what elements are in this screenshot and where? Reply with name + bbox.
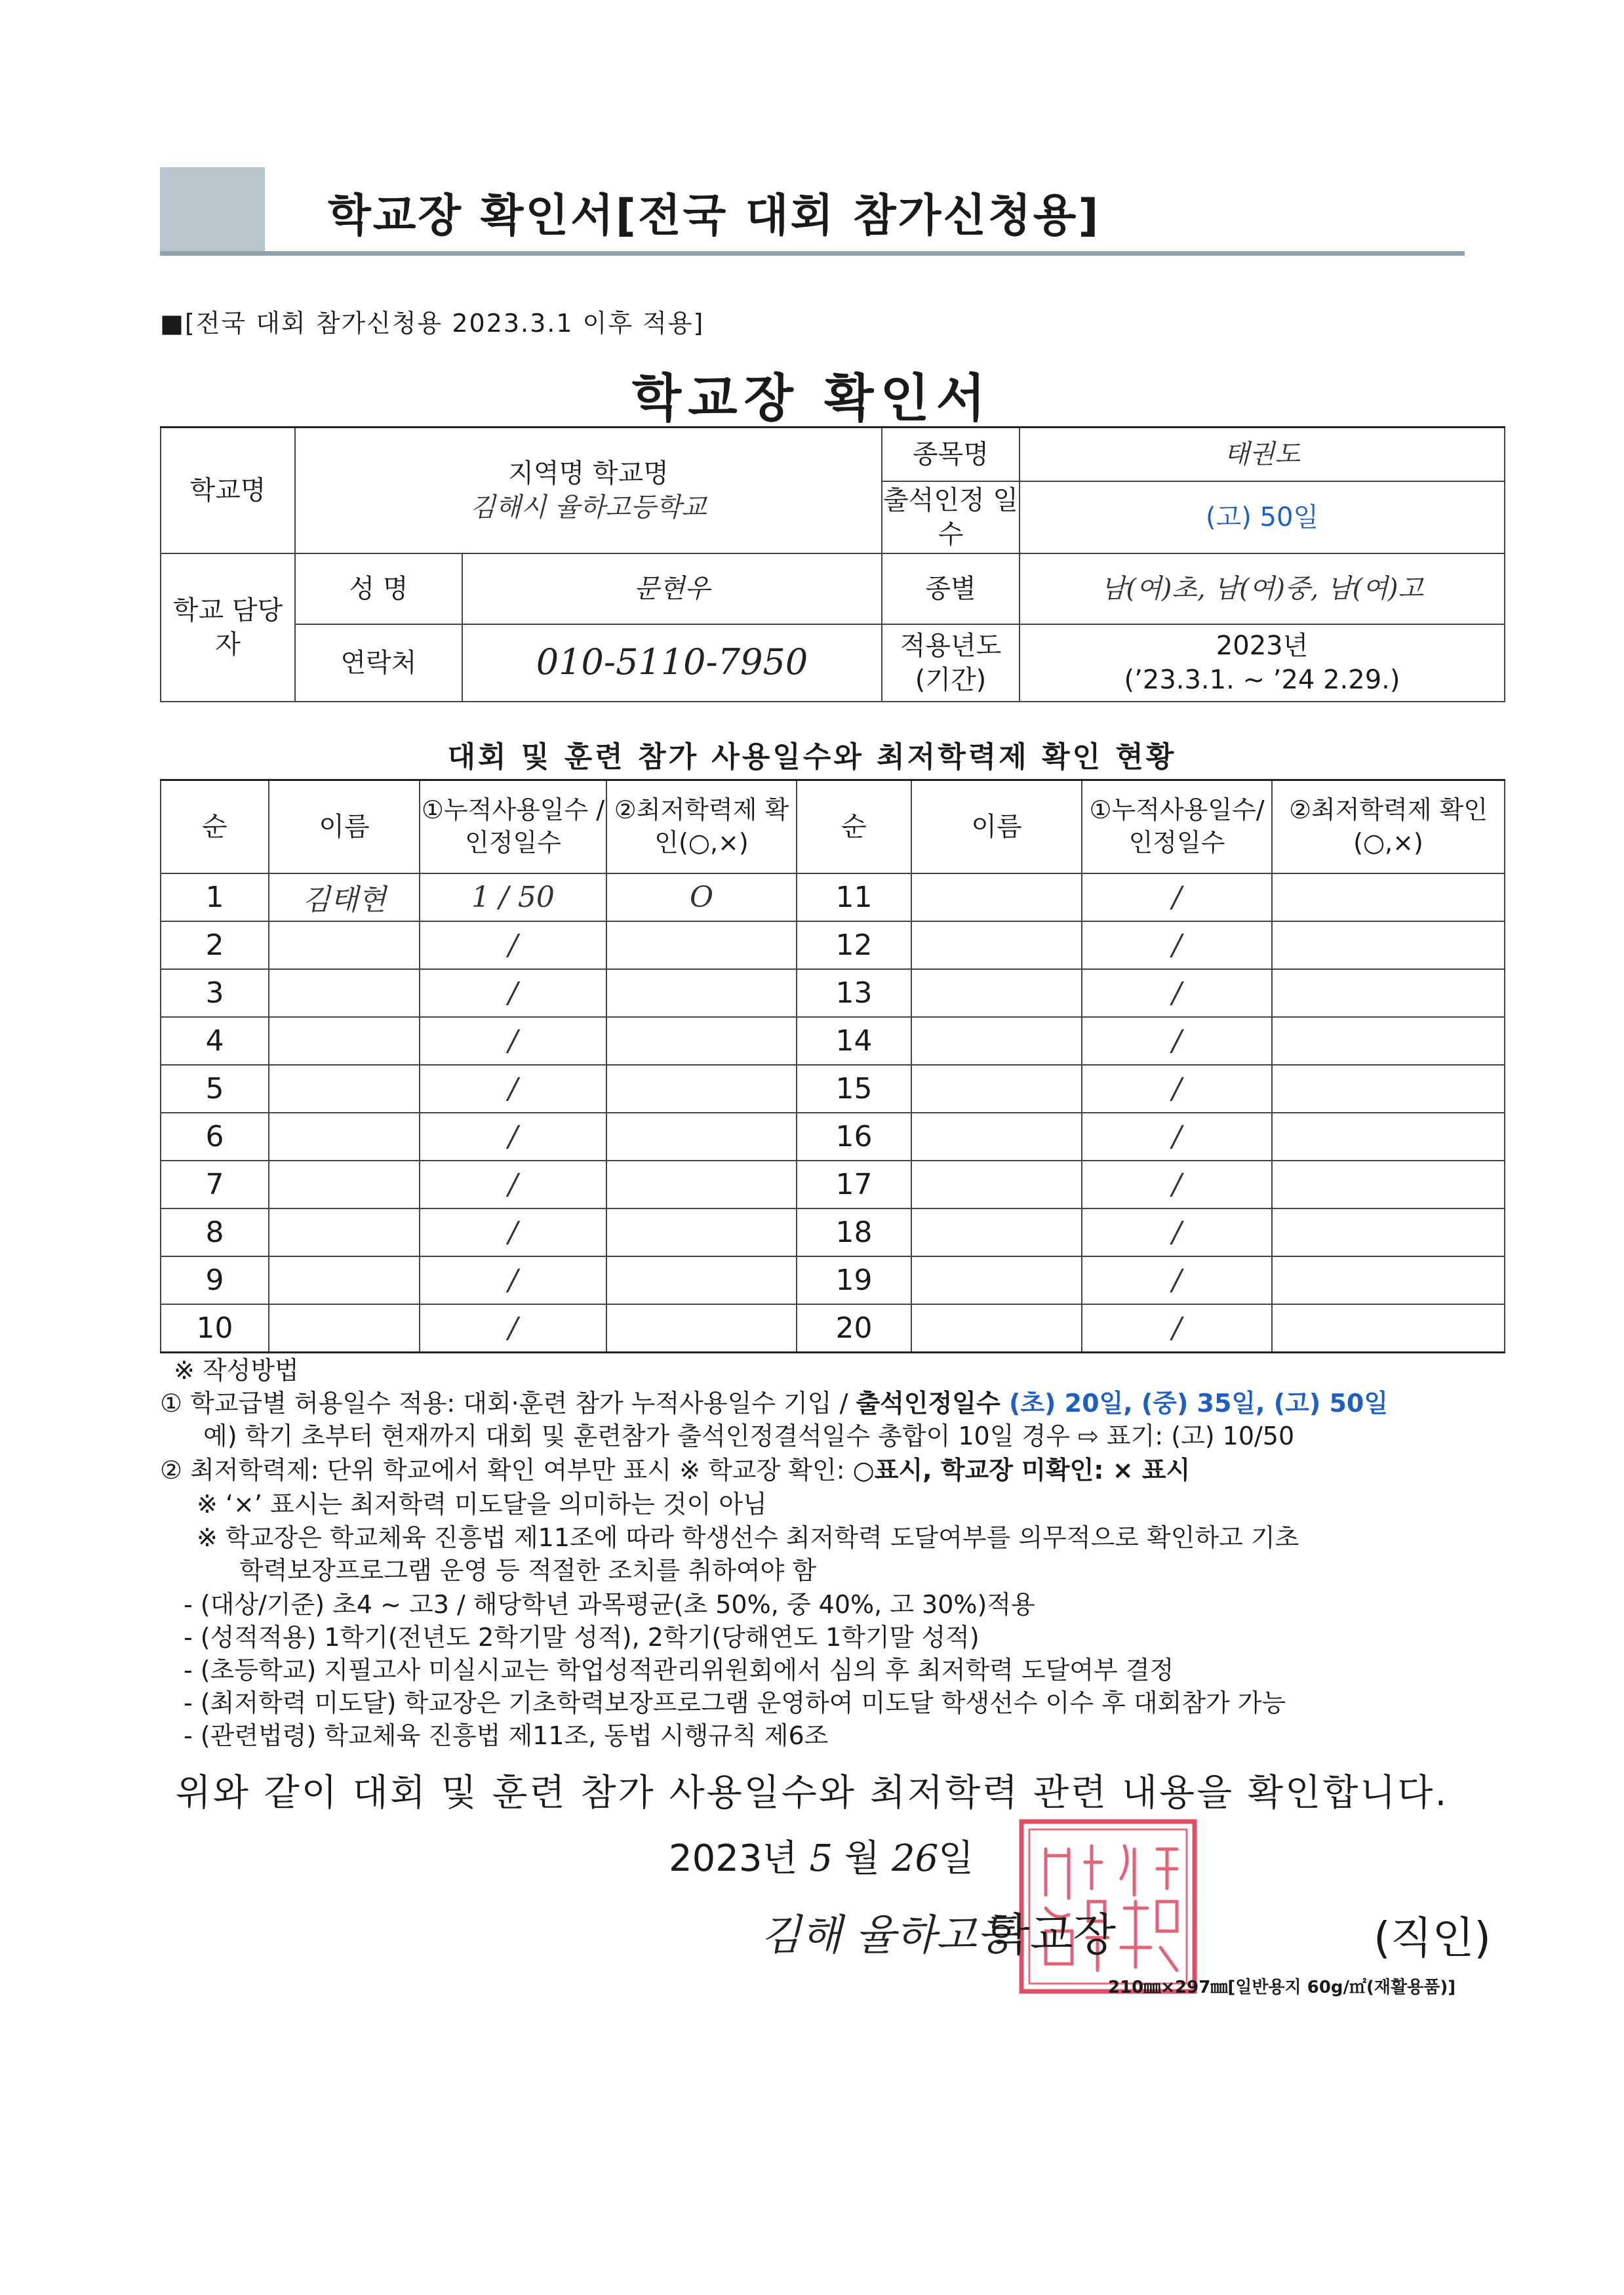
row-academic-check xyxy=(1272,1208,1505,1256)
instruction-example: 예) 학기 초부터 현재까지 대회 및 훈련참가 출석인정결석일수 총합이 10일 경우 ⇨ 표기: (고) 10/50 xyxy=(203,1422,1295,1450)
date-month-unit: 월 xyxy=(844,1837,880,1880)
name-value: 문현우 xyxy=(462,553,882,624)
row-days: / xyxy=(420,1304,606,1353)
row-number: 13 xyxy=(797,969,911,1017)
name-label: 성 명 xyxy=(295,553,462,624)
category-value: 남(여)초, 남(여)중, 남(여)고 xyxy=(1020,553,1505,624)
row-number: 5 xyxy=(161,1065,269,1113)
col-no: 순 xyxy=(161,780,269,873)
confirm-statement: 위와 같이 대회 및 훈련 참가 사용일수와 최저학력 관련 내용을 확인합니다. xyxy=(175,1772,1449,1814)
table-row xyxy=(161,1065,1505,1113)
row-name xyxy=(269,921,420,969)
detail-5: - (관련법령) 학교체육 진흥법 제11조, 동법 시행규칙 제6조 xyxy=(184,1721,829,1750)
row-academic-check xyxy=(606,1065,797,1113)
table-row xyxy=(161,1017,1505,1065)
period-range: (’23.3.1. ~ ’24 2.29.) xyxy=(1124,664,1400,695)
banner-title: 학교장 확인서[전국 대회 참가신청용] xyxy=(328,190,1101,242)
instruction-2-bold: ○표시, 학교장 미확인: × 표시 xyxy=(852,1456,1191,1485)
row-name xyxy=(269,1113,420,1161)
col-days: ①누적사용일수 /인정일수 xyxy=(420,780,606,873)
row-name xyxy=(269,1017,420,1065)
row-number: 11 xyxy=(797,873,911,921)
row-days: / xyxy=(420,969,606,1017)
contact-value: 010-5110-7950 xyxy=(462,624,882,702)
row-days: 1 / 50 xyxy=(420,873,606,921)
row-number: 1 xyxy=(161,873,269,921)
row-number: 7 xyxy=(161,1161,269,1208)
row-number: 15 xyxy=(797,1065,911,1113)
row-days: / xyxy=(420,1017,606,1065)
instruction-item-1 xyxy=(160,1389,1388,1419)
row-name xyxy=(911,1017,1082,1065)
period-year: 2023년 xyxy=(1216,630,1309,661)
row-academic-check xyxy=(606,1208,797,1256)
row-academic-check xyxy=(606,969,797,1017)
row-days: / xyxy=(1082,1113,1272,1161)
contact-label: 연락처 xyxy=(295,624,462,702)
principal-label: 학교장 xyxy=(987,1909,1117,1961)
row-days: / xyxy=(420,1208,606,1256)
detail-3: - (초등학교) 지필고사 미실시교는 학업성적관리위원회에서 심의 후 최저학력 도달여부 결정 xyxy=(184,1656,1174,1685)
period-cell xyxy=(1020,624,1505,702)
row-academic-check xyxy=(606,1017,797,1065)
note-2a: ※ 학교장은 학교체육 진흥법 제11조에 따라 학생선수 최저학력 도달여부를 의무적으로 확인하고 기초 xyxy=(197,1523,1299,1552)
row-days: / xyxy=(420,1161,606,1208)
row-name: 김태현 xyxy=(269,873,420,921)
row-name xyxy=(269,1304,420,1353)
row-number: 4 xyxy=(161,1017,269,1065)
row-academic-check xyxy=(1272,873,1505,921)
col-academic-right: ②최저학력제 확인(○,×) xyxy=(1272,780,1505,873)
instruction-1-text: ① 학교급별 허용일수 적용: 대회·훈련 참가 누적사용일수 기입 / xyxy=(160,1389,856,1418)
row-number: 18 xyxy=(797,1208,911,1256)
row-academic-check xyxy=(1272,1065,1505,1113)
note-2b: 학력보장프로그램 운영 등 적절한 조치를 취하여야 함 xyxy=(239,1556,817,1585)
row-days: / xyxy=(420,1113,606,1161)
row-name xyxy=(911,921,1082,969)
instruction-1-blue: (초) 20일, (중) 35일, (고) 50일 xyxy=(1008,1389,1389,1418)
info-table xyxy=(160,426,1505,702)
row-number: 20 xyxy=(797,1304,911,1353)
row-name xyxy=(269,969,420,1017)
row-name xyxy=(911,1304,1082,1353)
row-days: / xyxy=(420,921,606,969)
row-days: / xyxy=(1082,1256,1272,1304)
row-name xyxy=(911,1256,1082,1304)
row-name xyxy=(911,1113,1082,1161)
row-number: 16 xyxy=(797,1113,911,1161)
table-row xyxy=(161,921,1505,969)
school-label: 학교명 xyxy=(161,428,295,553)
paper-spec: 210㎜×297㎜[일반용지 60g/㎡(재활용품)] xyxy=(1108,1978,1456,1997)
attendance-value: (고) 50일 xyxy=(1020,481,1505,553)
row-days: / xyxy=(420,1065,606,1113)
row-name xyxy=(911,969,1082,1017)
row-name xyxy=(911,1065,1082,1113)
period-label: 적용년도 (기간) xyxy=(882,624,1020,702)
header-accent-block xyxy=(160,167,265,252)
row-number: 8 xyxy=(161,1208,269,1256)
row-name xyxy=(911,1208,1082,1256)
instructions-heading: ※ 작성방법 xyxy=(174,1356,299,1385)
attendance-label: 출석인정 일수 xyxy=(882,481,1020,553)
sport-value: 태권도 xyxy=(1020,428,1505,481)
table-row xyxy=(161,969,1505,1017)
table-row xyxy=(161,1304,1505,1353)
row-academic-check xyxy=(1272,1304,1505,1353)
row-days: / xyxy=(420,1256,606,1304)
row-name xyxy=(269,1161,420,1208)
status-table xyxy=(160,779,1505,1353)
row-days: / xyxy=(1082,969,1272,1017)
row-days: / xyxy=(1082,1304,1272,1353)
instruction-2-text: ② 최저학력제: 단위 학교에서 확인 여부만 표시 ※ 학교장 확인: xyxy=(160,1456,853,1485)
section-title: 대회 및 훈련 참가 사용일수와 최저학력제 확인 현황 xyxy=(447,740,1177,774)
col-academic: ②최저학력제 확인(○,×) xyxy=(606,780,797,873)
row-name xyxy=(269,1065,420,1113)
table-row xyxy=(161,1161,1505,1208)
row-days: / xyxy=(1082,873,1272,921)
row-number: 6 xyxy=(161,1113,269,1161)
detail-2: - (성적적용) 1학기(전년도 2학기말 성적), 2학기(당해연도 1학기말 성적) xyxy=(184,1623,980,1652)
category-label: 종별 xyxy=(882,553,1020,624)
col-name-right: 이름 xyxy=(911,780,1082,873)
row-academic-check xyxy=(1272,921,1505,969)
row-days: / xyxy=(1082,1208,1272,1256)
date-day: 26 xyxy=(891,1837,939,1880)
row-academic-check xyxy=(606,1161,797,1208)
row-number: 14 xyxy=(797,1017,911,1065)
school-value: 김해시 율하고등학교 xyxy=(470,492,707,523)
doc-title: 학교장 확인서 xyxy=(631,369,993,428)
row-number: 12 xyxy=(797,921,911,969)
row-name xyxy=(269,1208,420,1256)
row-number: 17 xyxy=(797,1161,911,1208)
row-days: / xyxy=(1082,1017,1272,1065)
col-days-right: ①누적사용일수/ 인정일수 xyxy=(1082,780,1272,873)
detail-1: - (대상/기준) 초4 ~ 고3 / 해당학년 과목평균(초 50%, 중 40%, 고 30%)적용 xyxy=(184,1590,1035,1619)
row-days: / xyxy=(1082,1161,1272,1208)
col-name: 이름 xyxy=(269,780,420,873)
date-day-unit: 일 xyxy=(938,1837,974,1880)
row-days: / xyxy=(1082,1065,1272,1113)
row-number: 19 xyxy=(797,1256,911,1304)
row-academic-check xyxy=(1272,969,1505,1017)
instruction-item-2 xyxy=(160,1456,1190,1486)
row-academic-check xyxy=(1272,1017,1505,1065)
row-days: / xyxy=(1082,921,1272,969)
region-school-header: 지역명 학교명 xyxy=(508,458,669,489)
date-line xyxy=(669,1829,974,1882)
row-academic-check xyxy=(606,1113,797,1161)
school-cell xyxy=(295,428,882,553)
detail-4: - (최저학력 미도달) 학교장은 기초학력보장프로그램 운영하여 미도달 학생선수 이수 후 대회참가 가능 xyxy=(184,1688,1286,1717)
row-academic-check xyxy=(606,1256,797,1304)
row-academic-check xyxy=(1272,1256,1505,1304)
row-academic-check: O xyxy=(606,873,797,921)
row-name xyxy=(911,1161,1082,1208)
doc-notice: ■[전국 대회 참가신청용 2023.3.1 이후 적용] xyxy=(160,309,705,338)
sport-label: 종목명 xyxy=(882,428,1020,481)
date-year: 2023년 xyxy=(669,1837,798,1880)
table-row xyxy=(161,873,1505,921)
row-number: 2 xyxy=(161,921,269,969)
instruction-1-bold: 출석인정일수 xyxy=(856,1389,1009,1418)
row-number: 9 xyxy=(161,1256,269,1304)
table-row xyxy=(161,1256,1505,1304)
row-number: 3 xyxy=(161,969,269,1017)
row-academic-check xyxy=(1272,1161,1505,1208)
table-row xyxy=(161,1208,1505,1256)
seal-label: (직인) xyxy=(1374,1913,1492,1963)
row-name xyxy=(269,1256,420,1304)
row-name xyxy=(911,873,1082,921)
col-no-right: 순 xyxy=(797,780,911,873)
manager-label: 학교 담당자 xyxy=(161,553,295,702)
row-academic-check xyxy=(606,921,797,969)
school-signature: 김해 율하고등 xyxy=(761,1911,1018,1960)
row-academic-check xyxy=(606,1304,797,1353)
row-number: 10 xyxy=(161,1304,269,1353)
table-row xyxy=(161,1113,1505,1161)
note-1: ※ ‘×’ 표시는 최저학력 미도달을 의미하는 것이 아님 xyxy=(197,1490,767,1519)
date-month: 5 xyxy=(809,1837,833,1880)
header-divider xyxy=(160,251,1465,256)
row-academic-check xyxy=(1272,1113,1505,1161)
